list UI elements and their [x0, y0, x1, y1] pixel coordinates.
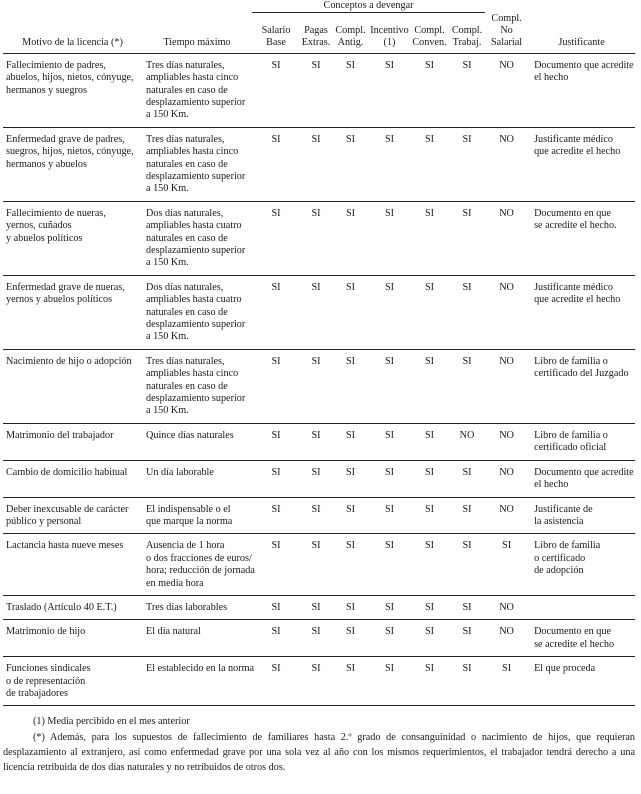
conven-cell: SI	[410, 201, 449, 275]
header-line: Compl.	[335, 24, 366, 36]
motivo-cell-line: Fallecimiento de padres,	[6, 59, 106, 71]
conven-cell: SI	[410, 460, 449, 497]
table-body	[3, 53, 635, 706]
nosalarial-cell: NO	[485, 349, 528, 423]
salario-cell: SI	[252, 534, 300, 596]
conven-cell: SI	[410, 497, 449, 534]
incentivo-cell: SI	[369, 423, 410, 460]
header-line: Pagas	[304, 24, 328, 36]
justificante-cell-line: de adopción	[534, 565, 584, 577]
motivo-cell	[3, 423, 142, 460]
motivo-cell-line: yernos, cuñados	[6, 220, 72, 232]
pagas-cell: SI	[300, 423, 332, 460]
pagas-cell: SI	[300, 127, 332, 201]
incentivo-cell: SI	[369, 201, 410, 275]
tiempo-cell-line: Un día laborable	[146, 466, 214, 478]
tiempo-cell-line: Ausencia de 1 hora	[146, 540, 225, 552]
header-line: (1)	[383, 37, 396, 49]
trabaj-cell: NO	[449, 423, 485, 460]
motivo-cell	[3, 201, 142, 275]
table-row	[3, 534, 635, 596]
antig-cell: SI	[332, 275, 369, 349]
justificante-cell-line: que acredite el hecho	[534, 294, 621, 306]
tiempo-cell-line: Tres días naturales,	[146, 59, 225, 71]
tiempo-cell-line: ampliables hasta cinco	[146, 368, 239, 380]
salario-cell: SI	[252, 423, 300, 460]
justificante-cell-line: Documento que acredite	[534, 59, 634, 71]
justificante-cell-line: Justificante de	[534, 503, 593, 515]
header-line: Salarial	[491, 37, 523, 49]
motivo-cell	[3, 127, 142, 201]
tiempo-cell-line: desplazamiento superior	[146, 319, 246, 331]
motivo-cell-line: Cambio de domicilio habitual	[6, 466, 128, 478]
col-justificante-header: Justificante	[528, 13, 635, 54]
table-row	[3, 460, 635, 497]
justificante-cell-line: Libro de familia o	[534, 429, 608, 441]
salario-cell: SI	[252, 201, 300, 275]
motivo-cell-line: Fallecimiento de nueras,	[6, 207, 106, 219]
conceptos-group-header: Conceptos a devengar	[252, 0, 485, 13]
nosalarial-cell: SI	[485, 657, 528, 706]
tiempo-cell	[142, 53, 252, 127]
footnote-incentivo: (1) Media percibido en el mes anterior	[33, 716, 190, 728]
motivo-cell-line: suegros, hijos, nietos, cónyuge,	[6, 146, 134, 158]
incentivo-cell: SI	[369, 127, 410, 201]
trabaj-cell: SI	[449, 595, 485, 619]
tiempo-cell-line: El establecido en la norma	[146, 663, 255, 675]
justificante-cell	[528, 460, 635, 497]
motivo-cell	[3, 497, 142, 534]
tiempo-cell-line: a 150 Km.	[146, 257, 189, 269]
tiempo-cell-line: Dos días naturales,	[146, 281, 224, 293]
pagas-cell: SI	[300, 201, 332, 275]
salario-cell: SI	[252, 275, 300, 349]
table-row	[3, 423, 635, 460]
pagas-cell: SI	[300, 534, 332, 596]
table-row	[3, 349, 635, 423]
motivo-cell-line: hermanos y abuelos	[6, 158, 87, 170]
header-line: Trabaj.	[452, 37, 482, 49]
trabaj-cell: SI	[449, 534, 485, 596]
motivo-cell-line: yernos y abuelos políticos	[6, 294, 113, 306]
tiempo-cell-line: desplazamiento superior	[146, 245, 246, 256]
motivo-cell-line: público y personal	[6, 515, 82, 527]
tiempo-cell-line: a 150 Km.	[146, 183, 189, 195]
tiempo-cell-line: Quince días naturales	[146, 429, 234, 441]
motivo-cell-line: abuelos, hijos, nietos, cónyuge,	[6, 72, 134, 84]
motivo-cell	[3, 275, 142, 349]
justificante-cell-line: Justificante médico	[534, 281, 613, 293]
conven-cell: SI	[410, 657, 449, 706]
pagas-cell: SI	[300, 497, 332, 534]
tiempo-cell-line: naturales en caso de	[146, 84, 228, 96]
tiempo-cell-line: que marque la norma	[146, 515, 233, 527]
motivo-cell-line: Enfermedad grave de padres,	[6, 133, 125, 145]
justificante-cell-line: que acredite el hecho	[534, 146, 621, 158]
antig-cell: SI	[332, 657, 369, 706]
footnotes	[3, 714, 635, 775]
tiempo-cell-line: naturales en caso de	[146, 380, 228, 392]
trabaj-cell: SI	[449, 657, 485, 706]
conven-cell: SI	[410, 423, 449, 460]
nosalarial-cell: NO	[485, 497, 528, 534]
tiempo-cell-line: a 150 Km.	[146, 331, 189, 343]
conven-cell: SI	[410, 595, 449, 619]
tiempo-cell-line: a 150 Km.	[146, 405, 189, 417]
tiempo-cell	[142, 497, 252, 534]
tiempo-cell	[142, 460, 252, 497]
tiempo-cell-line: naturales en caso de	[146, 306, 228, 318]
motivo-cell-line: Matrimonio de hijo	[6, 626, 86, 638]
incentivo-cell: SI	[369, 657, 410, 706]
salario-cell: SI	[252, 497, 300, 534]
motivo-cell-line: hermanos y suegros	[6, 84, 87, 96]
trabaj-cell: SI	[449, 497, 485, 534]
col-motivo-header: Motivo de la licencia (*)	[3, 13, 142, 54]
justificante-cell	[528, 349, 635, 423]
tiempo-cell	[142, 127, 252, 201]
justificante-cell	[528, 275, 635, 349]
conven-cell: SI	[410, 349, 449, 423]
tiempo-cell-line: El indispensable o el	[146, 503, 231, 515]
salario-cell: SI	[252, 657, 300, 706]
pagas-cell: SI	[300, 460, 332, 497]
tiempo-cell	[142, 534, 255, 596]
table-row	[3, 497, 635, 534]
tiempo-cell-line: desplazamiento superior	[146, 96, 246, 108]
table-row	[3, 201, 635, 275]
nosalarial-cell: NO	[485, 595, 528, 619]
trabaj-cell: SI	[449, 201, 485, 275]
header-line: Incentivo	[370, 24, 409, 36]
justificante-cell	[528, 201, 635, 275]
motivo-cell	[3, 460, 142, 497]
tiempo-cell	[142, 275, 252, 349]
table-row	[3, 127, 635, 201]
incentivo-cell: SI	[369, 53, 410, 127]
motivo-cell-line: de trabajadores	[6, 687, 68, 699]
nosalarial-cell: NO	[485, 620, 528, 657]
table-row	[3, 595, 635, 619]
trabaj-cell: SI	[449, 460, 485, 497]
tiempo-cell-line: Tres días naturales,	[146, 355, 225, 367]
col-conven-header	[410, 13, 449, 54]
motivo-cell-line: o de representación	[6, 675, 86, 687]
col-tiempo-header: Tiempo máximo	[142, 13, 252, 54]
antig-cell: SI	[332, 423, 369, 460]
justificante-cell-line: Libro de familia o	[534, 355, 608, 367]
licencias-table	[3, 0, 635, 706]
tiempo-cell	[142, 657, 255, 706]
nosalarial-cell: NO	[485, 460, 528, 497]
col-pagas-header	[300, 13, 332, 54]
tiempo-cell-line: naturales en caso de	[146, 232, 228, 244]
justificante-cell-line: Documento en que	[534, 207, 612, 219]
salario-cell: SI	[252, 595, 300, 619]
nosalarial-cell: NO	[485, 423, 528, 460]
antig-cell: SI	[332, 620, 369, 657]
justificante-cell-line: certificado del Juzgado	[534, 368, 629, 380]
tiempo-cell-line: Tres días naturales,	[146, 133, 225, 145]
incentivo-cell: SI	[369, 497, 410, 534]
justificante-cell	[528, 534, 635, 596]
tiempo-cell-line: hora; reducción de jornada	[146, 565, 255, 577]
antig-cell: SI	[332, 497, 369, 534]
justificante-cell-line: el hecho	[534, 72, 569, 84]
incentivo-cell: SI	[369, 534, 410, 596]
tiempo-cell	[142, 423, 252, 460]
tiempo-cell	[142, 620, 252, 657]
motivo-cell	[3, 657, 142, 706]
justificante-cell-line: o certificado	[534, 552, 586, 564]
tiempo-cell-line: ampliables hasta cuatro	[146, 294, 242, 306]
justificante-cell	[528, 423, 635, 460]
header-line: Compl.	[491, 12, 522, 24]
trabaj-cell: SI	[449, 127, 485, 201]
trabaj-cell: SI	[449, 349, 485, 423]
antig-cell: SI	[332, 53, 369, 127]
antig-cell: SI	[332, 595, 369, 619]
motivo-cell	[3, 595, 142, 619]
justificante-cell-line: se acredite el hecho.	[534, 220, 617, 232]
incentivo-cell: SI	[369, 275, 410, 349]
justificante-cell-line: certificado oficial	[534, 442, 607, 454]
tiempo-cell-line: ampliables hasta cuatro	[146, 220, 242, 232]
trabaj-cell: SI	[449, 53, 485, 127]
salario-cell: SI	[252, 349, 300, 423]
nosalarial-cell: SI	[485, 534, 528, 596]
tiempo-cell	[142, 201, 252, 275]
tiempo-cell-line: Dos días naturales,	[146, 207, 224, 219]
justificante-cell-line: el hecho	[534, 479, 569, 491]
salario-cell: SI	[252, 620, 300, 657]
tiempo-cell-line: o dos fracciones de euros/	[146, 552, 252, 564]
tiempo-cell-line: naturales en caso de	[146, 158, 228, 170]
tiempo-cell	[142, 349, 252, 423]
header-line: Base	[266, 37, 286, 49]
tiempo-cell-line: ampliables hasta cinco	[146, 72, 239, 84]
pagas-cell: SI	[300, 349, 332, 423]
col-antig-header	[332, 13, 369, 54]
col-trabaj-header	[449, 13, 485, 54]
header-line: Salario	[261, 24, 291, 36]
col-incentivo-header	[369, 13, 410, 54]
antig-cell: SI	[332, 201, 369, 275]
trabaj-cell: SI	[449, 620, 485, 657]
justificante-cell	[528, 620, 635, 657]
motivo-cell-line: Traslado (Artículo 40 E.T.)	[6, 601, 117, 613]
motivo-cell-line: y abuelos políticos	[6, 232, 83, 244]
justificante-cell	[528, 127, 635, 201]
nosalarial-cell: NO	[485, 201, 528, 275]
header-line: Compl.	[451, 24, 483, 36]
justificante-cell-line: Documento que acredite	[534, 466, 634, 478]
motivo-cell-line: Matrimonio del trabajador	[6, 429, 114, 441]
nosalarial-cell: NO	[485, 127, 528, 201]
table-row	[3, 275, 635, 349]
col-nosalarial-header	[485, 13, 528, 54]
antig-cell: SI	[332, 349, 369, 423]
motivo-cell-line: Lactancia hasta nueve meses	[6, 540, 124, 552]
conven-cell: SI	[410, 275, 449, 349]
col-salario-header	[252, 13, 300, 54]
pagas-cell: SI	[300, 657, 332, 706]
conven-cell: SI	[410, 620, 449, 657]
trabaj-cell: SI	[449, 275, 485, 349]
pagas-cell: SI	[300, 53, 332, 127]
antig-cell: SI	[332, 460, 369, 497]
justificante-cell-line: El que proceda	[534, 663, 596, 675]
justificante-cell-line: Documento en que	[534, 626, 612, 638]
incentivo-cell: SI	[369, 349, 410, 423]
antig-cell: SI	[332, 534, 369, 596]
header-line: Antig.	[337, 37, 364, 49]
motivo-cell-line: Enfermedad grave de nueras,	[6, 281, 125, 293]
conven-cell: SI	[410, 53, 449, 127]
salario-cell: SI	[252, 53, 300, 127]
motivo-cell	[3, 53, 142, 127]
motivo-cell	[3, 349, 142, 423]
justificante-cell-line: Libro de familia	[534, 540, 601, 552]
tiempo-cell-line: ampliables hasta cinco	[146, 146, 239, 158]
antig-cell: SI	[332, 127, 369, 201]
header-line: Compl.	[414, 24, 445, 36]
pagas-cell: SI	[300, 275, 332, 349]
justificante-cell-line: se acredite el hecho	[534, 638, 615, 650]
table-row	[3, 657, 635, 706]
tiempo-cell-line: Tres días laborables	[146, 601, 228, 613]
table-row	[3, 620, 635, 657]
salario-cell: SI	[252, 460, 300, 497]
justificante-cell	[528, 497, 635, 534]
incentivo-cell: SI	[369, 595, 410, 619]
salario-cell: SI	[252, 127, 300, 201]
justificante-cell	[528, 53, 635, 127]
motivo-cell	[3, 620, 142, 657]
tiempo-cell-line: desplazamiento superior	[146, 170, 246, 182]
tiempo-cell-line: en media hora	[146, 577, 204, 589]
pagas-cell: SI	[300, 620, 332, 657]
header-line: Conven.	[412, 37, 447, 49]
motivo-cell-line: Deber inexcusable de carácter	[6, 503, 129, 515]
table-row	[3, 53, 635, 127]
conven-cell: SI	[410, 127, 449, 201]
tiempo-cell-line: a 150 Km.	[146, 109, 189, 121]
motivo-cell-line: Nacimiento de hijo o adopción	[6, 355, 132, 367]
conven-cell: SI	[410, 534, 449, 596]
tiempo-cell-line: El día natural	[146, 626, 201, 638]
header-line: Extras.	[301, 37, 331, 49]
header-line: No	[500, 24, 513, 36]
justificante-cell	[528, 595, 635, 619]
justificante-cell	[528, 657, 635, 706]
nosalarial-cell: NO	[485, 275, 528, 349]
column-header-row	[3, 13, 635, 54]
footnote-asterisk: (*) Además, para los supuestos de fallecimiento de familiares hasta 2.º grado de consanguinidad o nacimiento de hijos, que requieran desplazamiento al extranjero, así como enfermedad grave por una sola vez al año con los mismos requerimientos, el trabajador tendrá derecho a una licencia retribuida de dos días naturales y no retribuidos de otros dos.	[3, 731, 635, 773]
document-page	[3, 0, 635, 775]
incentivo-cell: SI	[369, 460, 410, 497]
motivo-cell-line: Funciones sindicales	[6, 663, 91, 675]
tiempo-cell-line: desplazamiento superior	[146, 393, 246, 405]
nosalarial-cell: NO	[485, 53, 528, 127]
pagas-cell: SI	[300, 595, 332, 619]
tiempo-cell	[142, 595, 252, 619]
incentivo-cell: SI	[369, 620, 410, 657]
justificante-cell-line: Justificante médico	[534, 133, 613, 145]
motivo-cell	[3, 534, 142, 596]
justificante-cell-line: la asistencia	[534, 515, 584, 527]
